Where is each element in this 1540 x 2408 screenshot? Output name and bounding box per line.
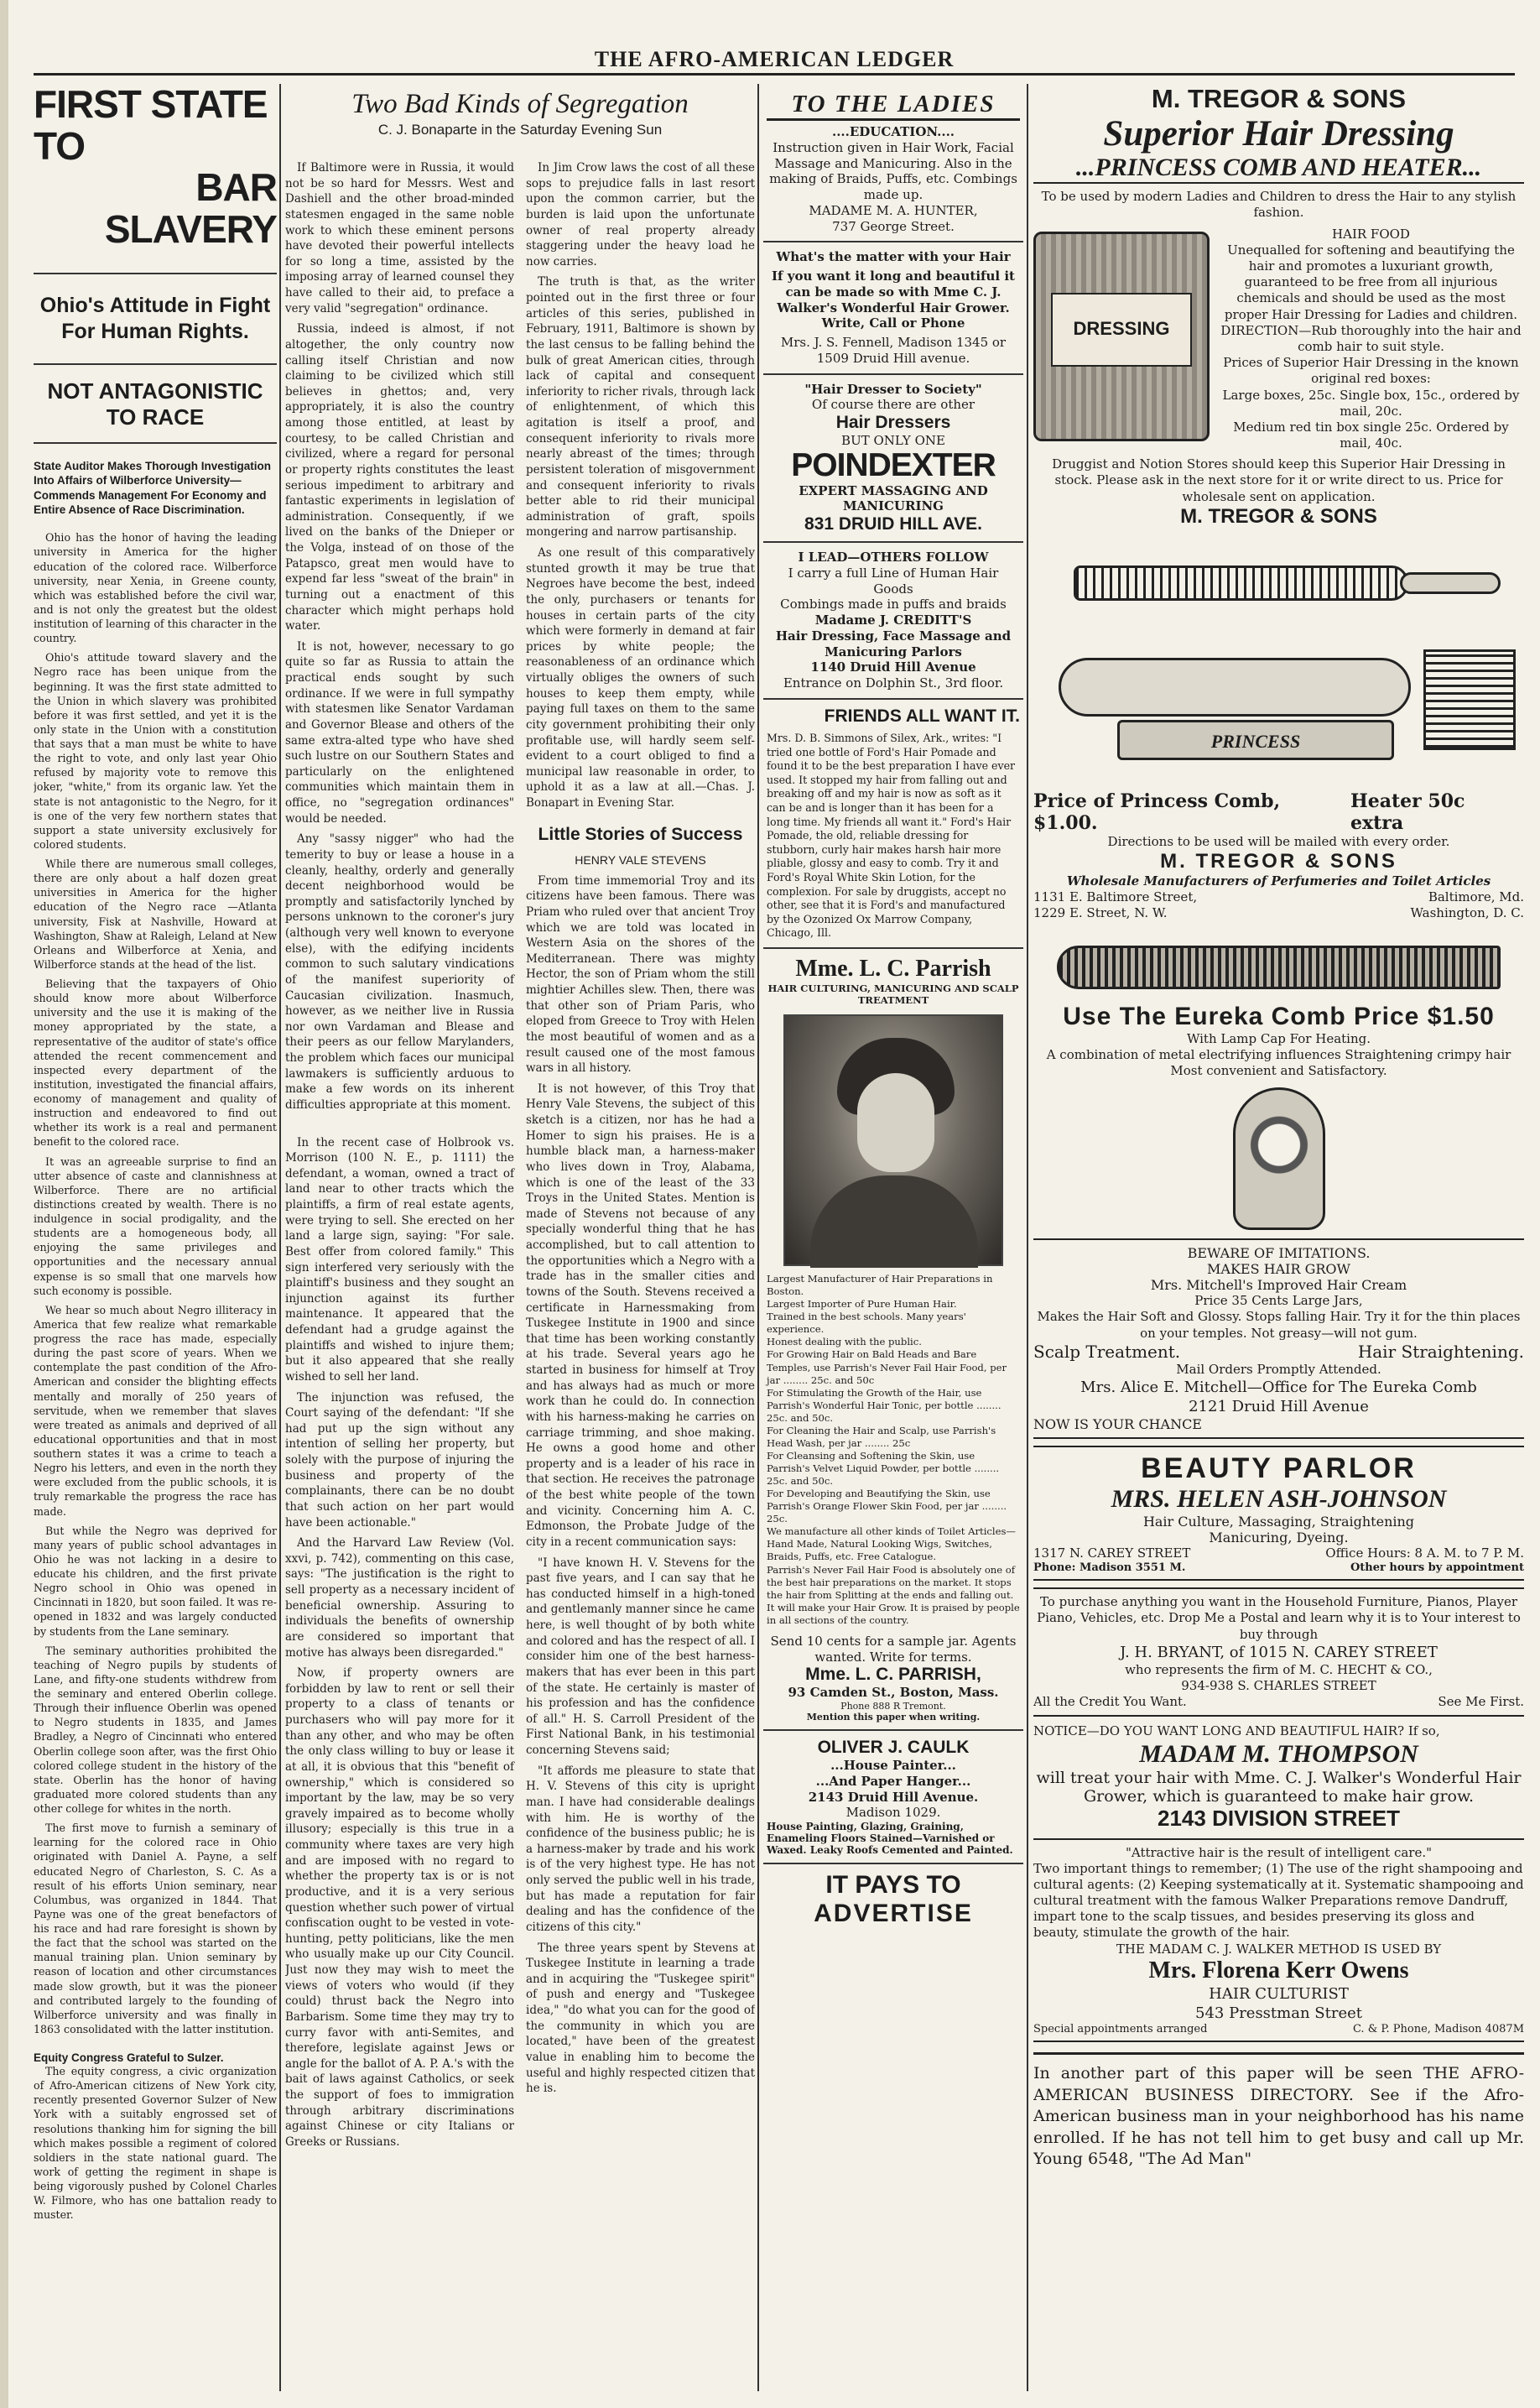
ad-line: MAKES HAIR GROW	[1207, 1261, 1350, 1278]
ad-phone: Phone: Madison 3551 M.	[1033, 1561, 1186, 1575]
ad-name: M. TREGOR & SONS	[1160, 850, 1397, 873]
phone-row	[1033, 1561, 1524, 1574]
price-row	[1033, 790, 1524, 834]
deck-headline: NOT ANTAGONISTIC TO RACE	[34, 363, 277, 444]
ad-address: 934-938 S. CHARLES STREET	[1181, 1677, 1376, 1693]
masthead: THE AFRO-AMERICAN LEDGER	[34, 47, 1515, 76]
ad-line: Manicuring, Dyeing.	[1209, 1529, 1349, 1545]
ad-line: NOW IS YOUR CHANCE	[1033, 1415, 1202, 1432]
comb-price: Price of Princess Comb, $1.00.	[1033, 790, 1281, 834]
headline-line-2: BAR SLAVERY	[104, 165, 277, 252]
article-paragraph: The truth is that, as the writer pointed out in the first three or four articles of this series, published in February, 1911, Baltimore is shown by the last census to be falling behind the bulk of great American cities, through lack of capital and consequent inferiority to richer rivals, through lack of enlightenment, of which this agitation is itself a proof, and consequent inferiority to rivals more nearly abreast of the times; through persistent toleration of misgovernment and consequent inferiority to rivals better able to rid their municipal administration of graft, spoils mongering and narrow partisanship.	[526, 275, 755, 539]
ad-line: Entrance on Dolphin St., 3rd floor.	[783, 675, 1004, 691]
story-title: Little Stories of Success	[538, 824, 743, 844]
ad-phone: Madison 1029.	[845, 1805, 941, 1821]
ad-name: MRS. HELEN ASH-JOHNSON	[1111, 1484, 1447, 1513]
city: Washington, D. C.	[1410, 905, 1524, 921]
ad-title: FRIENDS ALL WANT IT.	[824, 706, 1020, 726]
ad-body: will treat your hair with Mme. C. J. Walker's Wonderful Hair Grower, which is guaranteed to make hair grow.	[1036, 1768, 1522, 1806]
article-paragraph: "I have known H. V. Stevens for the past five years, and I can say that he has conducted himself in a high-toned and gentlemanly manner since he came here, is well thought of by both white and colored and has the respect of all. I consider him one of the best harness-makers that has ever been in this part of the state. He certainly is master of his profession and has the confidence of all." H. S. Carroll President of the First National Bank, in his testimonial concerning Stevens said;	[526, 1556, 755, 1757]
ad-body: Unequalled for softening and beautifying the hair and promotes a luxuriant growth, guaranteed to be free from all injurious chemicals and should be used as the most proper Hair Dressing for Ladies and children.	[1224, 242, 1518, 322]
headline-line-1: FIRST STATE TO	[34, 84, 268, 168]
ad-address: 831 DRUID HILL AVE.	[804, 514, 982, 534]
eureka-comb-image	[1040, 939, 1517, 998]
article-body	[285, 160, 755, 2155]
ad-line: Prices of Superior Hair Dressing in the known original red boxes:	[1223, 355, 1519, 387]
ad-name: Mme. L. C. Parrish	[795, 956, 991, 982]
ad-name: Madame J. CREDITT'S	[814, 612, 972, 628]
product-item: Parrish's Never Fail Hair Food is absolutely one of the best hair preparations on the market. It stops the hair from Splitting at the ends and falling out. It will make your Hair Grow. It is praised by people in all sections of the country.	[767, 1563, 1020, 1626]
article-paragraph: It was an agreeable surprise to find an utter absence of caste and clannishness at Wilberforce. There are no artificial distinctions created by wealth. There is no indulgence in social prodigality, and the students are a homogeneous body, all enjoying the same privileges and opportunities and the necessary annual expense is so small that one marvels how such economy is possible.	[34, 1154, 277, 1297]
ad-line: Hair Culture, Massaging, Straightening	[1142, 1513, 1415, 1530]
ad-line: With Lamp Cap For Heating.	[1186, 1030, 1371, 1046]
ad-line: EXPERT MASSAGING AND MANICURING	[799, 482, 988, 514]
ad-line: Directions to be used will be mailed with every order.	[1107, 833, 1450, 849]
address: 1131 E. Baltimore Street,	[1033, 889, 1198, 905]
ad-title: What's the matter with your Hair	[776, 249, 1011, 265]
ad-line: Send 10 cents for a sample jar. Agents wanted. Write for terms.	[770, 1633, 1017, 1665]
ad-address: 543 Presstman Street	[1195, 2004, 1362, 2022]
comb-teeth	[1074, 566, 1408, 601]
ad-address: 93 Camden St., Boston, Mass.	[788, 1685, 999, 1701]
dressing-tin-image	[1033, 232, 1210, 441]
address: 1229 E. Street, N. W.	[1033, 905, 1168, 921]
article-paragraph: In Jim Crow laws the cost of all these sops to prejudice falls in last resort upon the common carrier, but the burden is laid upon the unfortunate owner of real property already staggering under the heavy load he now carries.	[526, 161, 755, 268]
lamp-cap-image	[1233, 1087, 1325, 1230]
princess-heater-image	[1042, 644, 1516, 787]
ad-thompson	[1033, 1723, 1524, 1831]
ad-line: HAIR CULTURIST	[1209, 1984, 1349, 2003]
article-paragraph: The injunction was refused, the Court saying of the defendant: "If she had put up the sign without any intention of selling her property, but solely with the purpose of injuring the business and property of the complainants, there can be no doubt that such action on her part would have been actionable."	[285, 1390, 514, 1530]
service: Hair Straightening.	[1357, 1341, 1524, 1362]
ad-name: OLIVER J. CAULK	[817, 1738, 970, 1758]
ad-body: To purchase anything you want in the Household Furniture, Pianos, Player Piano, Vehicles, etc. Drop Me a Postal and learn why it is to Your interest to buy through	[1037, 1594, 1521, 1642]
ad-line: I carry a full Line of Human Hair Goods	[788, 565, 999, 597]
ad-price: Large boxes, 25c. Single box, 15c., ordered by mail, 20c.	[1222, 387, 1520, 419]
ad-name: Mme. L. C. PARRISH,	[805, 1665, 981, 1685]
ad-phone: C. & P. Phone, Madison 4087M	[1352, 2022, 1524, 2035]
article-paragraph: Russia, indeed is almost, if not altogether, the only country now calling itself Christian and now claiming to be civilized which still believes in ghettos; and, very appropriately, it is also the country among those entitled, at least by courtesy, to be called Christian and civilized, where a regard for personal or property rights constitutes the least serious impediment to arbitrary and fantastic experiments in legislation of administration. Consequently, if we lived on the banks of the Dnieper or the Volga, instead of on those of the Patapsco, great men would have to expend far less "sweat of the brain" in turning out a enactment of this character which might perhaps hold water.	[285, 322, 514, 633]
ad-line: Other hours by appointment	[1350, 1561, 1524, 1575]
ad-address: 737 George Street.	[832, 218, 955, 234]
column-ohio-article	[34, 84, 277, 2391]
ad-body: Mrs. D. B. Simmons of Silex, Ark., writes: "I tried one bottle of Ford's Hair Pomade and found it to be the best preparation I have ever used. It stopped my hair from falling out and breaking off and my hair is now as soft as it can be and is longer than it has been for a long time. My friends all want it." Ford's Hair Pomade, the old, reliable dressing for stubborn, curly hair makes harsh hair more pliable, glossy and easy to comb. Try it and Ford's Royal White Skin Lotion, for the complexion. For sale by druggists, accept no other, see that it is Ford's and manufactured by the Ozonized Ox Marrow Company, Chicago, Ill.	[767, 731, 1016, 940]
article-paragraph: Now, if property owners are forbidden by law to rent or sell their property to a class of tenants or purchasers who will pay more for it than any other, and who may be often the only class willing to buy or lease it at all, it is obvious that this "benefit of ownership," which is considered so important by the law, may be so very gravely impaired as to become wholly illusory; especially is this true in a community where taxes are very high and are imposed with no regard to whether the property tax is or is not productive, and it is a very serious question whether such power of virtual confiscation ought to be vested in vote-hunting, petty politicians, like the men who usually make up our City Council. Just now they may wish to meet the views of voters who would (if they could) thrust back the Negro into Barbarism. Some time they may try to curry favor with anti-Semites, and therefore, legislate against Jews or angle for the ballot of A. P. A.'s with the bait of laws against Catholics, or seek the support of foes to immigration through arbitrary discriminations against Chinese or city Italians or Greeks or Russians.	[285, 1666, 514, 2149]
address-row	[1033, 889, 1524, 905]
hours-row	[1033, 1545, 1524, 1561]
article-paragraph: In the recent case of Holbrook vs. Morrison (100 N. E., p. 1111) the defendant, a woman, owned a tract of land near to other tracts which the plaintiffs, a firm of real estate agents, were trying to sell. She erected on her land a large sign, saying: "For sale. Best offer from colored family." This sign interfered very seriously with the plaintiff's business and they sought an injunction against its further maintenance. It appeared that the defendant had a grudge against the plaintiffs and wished to injure them; but it also appeared that she really wished to sell her land.	[285, 1135, 514, 1384]
ad-title: TO THE LADIES	[767, 91, 1020, 121]
ad-ford-pomade	[763, 700, 1023, 949]
ad-subtitle: ...PRINCESS COMB AND HEATER...	[1033, 154, 1524, 184]
heater-stand: PRINCESS	[1117, 720, 1394, 760]
ad-line: ADVERTISE	[814, 1900, 973, 1928]
ad-subtitle: ....EDUCATION....	[831, 124, 955, 139]
ad-quote: "Attractive hair is the result of intelligent care."	[1125, 1844, 1433, 1860]
ad-subtitle: HAIR CULTURING, MANICURING AND SCALP TREATMENT	[767, 982, 1019, 1007]
ad-line: ...And Paper Hanger...	[815, 1773, 971, 1789]
article-paragraph: The three years spent by Stevens at Tuskegee Institute in learning a trade and in acquiring the "Tuskegee spirit" of push and energy and "Tuskegee idea," "do what you can for the good of the community in which you are located," have been of the greatest value in enabling him to become the useful and highly respected citizen that he is.	[526, 1941, 755, 2096]
article-paragraph: And the Harvard Law Review (Vol. xxvi, p. 742), commenting on this case, says: "The justification is the right to sell property as a necessary incident of beneficial ownership. Assuring to individuals the benefits of ownership are considered so important that motive has always been disregarded."	[285, 1536, 514, 1660]
ad-phone: Phone 888 R Tremont.	[840, 1701, 946, 1712]
heater-comb	[1423, 649, 1516, 750]
credit-row	[1033, 1694, 1524, 1710]
ad-body: Instruction given in Hair Work, Facial Massage and Manicuring. Also in the making of Braids, Puffs, etc. Combings made up.	[769, 139, 1017, 202]
ad-line: Combings made in puffs and braids	[780, 597, 1007, 612]
ad-fennell	[763, 242, 1023, 374]
story-byline: HENRY VALE STEVENS	[575, 852, 706, 867]
article-byline: C. J. Bonaparte in the Saturday Evening Sun	[377, 122, 663, 138]
ad-ash-johnson	[1033, 1446, 1524, 1581]
article-paragraph: "It affords me pleasure to state that H. V. Stevens of this city is upright man. I have had considerable dealings with him. He is worthy of the confidence of the business public; he is a harness-maker by trade and his work is of the very highest type. He has not only served the public well in his trade, but has made a reputation for fair dealing and has the confidence of the citizens of this city."	[526, 1764, 755, 1934]
ad-line: See Me First.	[1438, 1694, 1524, 1710]
column-segregation-article	[285, 84, 755, 2391]
product-item: Honest dealing with the public.	[767, 1336, 922, 1348]
ad-address: 1317 N. CAREY STREET	[1033, 1545, 1191, 1561]
comb-image	[1040, 540, 1517, 633]
product-item: Trained in the best schools. Many years' experience.	[767, 1311, 966, 1336]
ad-name: M. TREGOR & SONS	[1151, 84, 1407, 113]
ad-caulk	[763, 1731, 1023, 1864]
product-item: For Stimulating the Growth of the Hair, use Parrish's Wonderful Hair Tonic, per bottle ........ 25c. and 50c.	[767, 1386, 1002, 1424]
article-paragraph: From time immemorial Troy and its citizens have been famous. There was Priam who ruled over that ancient Troy which we are told was located in Western Asia on the shores of the Mediterranean. There was mighty Hector, the son of Priam whom the still mightier Achilles slew. Then, there was that other son of Priam Paris, who eloped from Greece to Troy with Helen the most beautiful of women and as a result caused one of the most famous wars in all history.	[526, 873, 755, 1076]
ad-parrish	[763, 949, 1023, 1731]
article-paragraph: It is not, however, necessary to go quite so far as Russia to attain the practical ends sought by such ordinance. If we were in full sympathy with statesmen like Senator Vardaman and Governor Blease and others of the same extra-alted type who have shed such lustre on our Southern States and particularly on the enlightened communities which maintain them in office, no "segregation ordinances" would be needed.	[285, 639, 514, 826]
article-subcolumn-left	[285, 160, 514, 2155]
article-title: Two Bad Kinds of Segregation	[351, 89, 689, 119]
product-list	[767, 1273, 1020, 1627]
ad-body: House Painting, Glazing, Graining, Enameling Floors Stained—Varnished or Waxed. Leaky Roofs Cemented and Painted.	[767, 1821, 1013, 1857]
address-row	[1033, 905, 1524, 921]
ad-hunter	[763, 84, 1023, 242]
service-row	[1033, 1342, 1524, 1362]
ad-line: IT PAYS TO	[825, 1871, 961, 1900]
ad-price: Price 35 Cents Large Jars,	[1194, 1293, 1363, 1309]
ad-name: J. H. BRYANT, of 1015 N. CAREY STREET	[1120, 1643, 1438, 1661]
product-item: For Developing and Beautifying the Skin, use Parrish's Orange Flower Skin Food, per jar ........ 25c.	[767, 1488, 1007, 1525]
heater-price: Heater 50c extra	[1350, 790, 1465, 834]
article-paragraph: The seminary authorities prohibited the teaching of Negro pupils by students of Lane, and fifty-one students withdrew from the seminary and entered Oberlin college. Through their influence Oberlin was opened to Negro students in 1835, and James Bradley, a Negro of Cincinnati who entered Oberlin college soon after, was the first Ohio colored college student in the history of the state. Oberlin has the honor of having graduated more colored students than any other college for whites in the north.	[34, 1644, 277, 1815]
ad-title: Superior Hair Dressing	[1103, 114, 1454, 154]
ad-line: Hair Dressers	[835, 413, 951, 432]
ad-name: Mrs. Mitchell's Improved Hair Cream	[1150, 1277, 1407, 1294]
ad-price: Medium red tin box single 25c. Ordered by mail, 40c.	[1233, 419, 1509, 451]
ad-name: MADAME M. A. HUNTER,	[809, 202, 978, 218]
ad-title: BEWARE OF IMITATIONS.	[1187, 1245, 1371, 1262]
ad-it-pays	[763, 1864, 1023, 1935]
tin-label: DRESSING	[1051, 293, 1192, 367]
product-item: Largest Importer of Pure Human Hair.	[767, 1298, 957, 1311]
column-rule	[757, 84, 759, 2391]
article-paragraph: Any "sassy nigger" who had the temerity to buy or lease a house in a cleanly, healthy, orderly and generally decent neighborhood would be promptly and satisfactorily lynched by persons unknown to the coroner's jury (although very well known to everyone else), with the edifying incidents common to such salutary vindications of the manifest superiority of Caucasian civilization. Inasmuch, however, as we neither live in Russia nor own Vardaman and Blease and their peers as our fellow Marylanders, the problem which faces our municipal lawmakers is sufficiently arduous to make a few words on its inherent difficulties appropriate at this moment.	[285, 832, 514, 1112]
ad-line: Mrs. Alice E. Mitchell—Office for The Eureka Comb	[1080, 1378, 1477, 1396]
product-item: For Cleansing and Softening the Skin, use Parrish's Velvet Liquid Powder, per bottle ........ 25c. and 50c.	[767, 1449, 1000, 1488]
ad-title: Use The Eureka Comb Price $1.50	[1063, 1002, 1495, 1030]
column-rule	[1027, 84, 1028, 2391]
ad-creditt	[763, 543, 1023, 700]
ad-line: Of course there are other	[811, 397, 976, 413]
ad-address: 2143 DIVISION STREET	[1158, 1805, 1400, 1831]
ad-title: I LEAD—OTHERS FOLLOW	[798, 550, 989, 566]
city: Baltimore, Md.	[1428, 889, 1524, 905]
ad-line: Wholesale Manufacturers of Perfumeries and Toilet Articles	[1066, 873, 1491, 889]
ad-poindexter	[763, 375, 1023, 544]
minor-headline: Equity Congress Grateful to Sulzer.	[34, 2051, 224, 2064]
ad-line: Mention this paper when writing.	[806, 1712, 981, 1723]
article-paragraph: As one result of this comparatively stunted growth it may be true that Negroes have become the best, indeed the only, purchasers or tenants for houses in certain parts of the city which were formerly in demand at fair prices by white people; the reasonableness of an ordinance which virtually obliges the owners of such houses to keep them empty, while paying full taxes on them to the same city government prohibiting their only profitable use, will hardly seem self-evident to a court obliged to find a municipal law reasonable in order, to uphold it as a law at all.—Chas. J. Bonapart in Evening Star.	[526, 546, 755, 810]
ad-line: BUT ONLY ONE	[841, 433, 945, 448]
ad-line: who represents the firm of M. C. HECHT & CO.,	[1125, 1661, 1433, 1677]
ad-address: 2121 Druid Hill Avenue	[1189, 1397, 1369, 1415]
product-item: For Cleaning the Hair and Scalp, use Parrish's Head Wash, per jar ........ 25c	[767, 1424, 996, 1449]
article-paragraph: If Baltimore were in Russia, it would not be so hard for Messrs. West and Dashiell and the other broad-minded statesmen engaged in the same noble work to which these eminent persons have devoted their powerful intellects for so long a time, assisted by the imposing array of learned counsel they have called to their aid, to preface a very valid "segregation" ordinance.	[285, 161, 514, 315]
appt-row	[1033, 2023, 1524, 2035]
ad-name: POINDEXTER	[791, 446, 996, 483]
heater-tube	[1059, 658, 1411, 717]
article-paragraph: It is not however, of this Troy that Henry Vale Stevens, the subject of this sketch is a citizen, nor has he had a Homer to sign his praises. He is a humble black man, a harness-maker who lives down in Troy, Alabama, which is one of the least of the 33 Troys in the United States. Mention is made of Stevens not because of any specially wonderful thing that he has accomplished, but to call attention to the opportunities which a Negro with a trade has in the smaller cities and towns of the South. Stevens received a certificate in Harnessmaking from Tuskegee Institute in 1900 and since that time has been working constantly at his trade. Several years ago he started in business for himself at Troy and has always had as much or more work than he could do. In connection with his harness-making he carries on carriage trimming, and shoe making. He owns a good home and other property and is a leader of his race in that section. He receives the patronage of the best white people of the town and vicinity. Concerning him A. C. Edmonson, the Probate Judge of the city in a recent communication says:	[526, 1082, 755, 1549]
hair-food-block	[1033, 227, 1524, 452]
product-item: We manufacture all other kinds of Toilet Articles—Hand Made, Natural Looking Wigs, Switches, Braids, Puffs, etc. Free Catalogue.	[767, 1525, 1017, 1563]
column-ads-right	[1033, 84, 1524, 2391]
service: Scalp Treatment.	[1033, 1341, 1181, 1362]
article-paragraph: Ohio has the honor of having the leading university in America for the higher education of the colored race. Wilberforce university, near Xenia, in Greene county, which was established before the civil war, and is not only the greatest but the oldest institution of learning of this character in the country.	[34, 531, 277, 645]
portrait-shoulders	[810, 1175, 978, 1268]
ad-owens	[1033, 1838, 1524, 2042]
comb-teeth	[1057, 946, 1501, 989]
article-paragraph: Believing that the taxpayers of Ohio should know more about Wilberforce university and the use it is making of the money appropriated by the state, a representative of the auditor of state's office attended the recent commencement and inspected every department of the institution, investigated the financial affairs, economy of management and quality of instruction and endeavored to find out whether its work is a real and permanent benefit to the colored race.	[34, 977, 277, 1149]
headline	[34, 84, 277, 251]
comb-handle	[1400, 572, 1501, 594]
article-subcolumn-right	[526, 160, 755, 2155]
ad-line: Hair Dressing, Face Massage and Manicuring Parlors	[775, 628, 1012, 659]
ad-line: Mail Orders Promptly Attended.	[1176, 1361, 1381, 1377]
column-rule	[279, 84, 281, 2391]
directory-notice: In another part of this paper will be seen THE AFRO-AMERICAN BUSINESS DIRECTORY. See if the Afro-American business man in your neighborhood has his name enrolled. If he has not tell him to get busy and call up Mr. Young 6548, "The Ad Man"	[1033, 2052, 1524, 2171]
ad-tagline: "Hair Dresser to Society"	[804, 381, 982, 397]
ad-name: Mrs. Florena Kerr Owens	[1148, 1957, 1409, 1983]
article-paragraph: But while the Negro was deprived for many years of public school advantages in Ohio he was not lacking in a desire to educate his children, and the first private Negro school in Ohio was opened in Cincinnati in 1820, but soon failed. It was re-opened in 1832 and was largely conducted by students from the Lane seminary.	[34, 1524, 277, 1638]
ad-heading: HAIR FOOD	[1332, 226, 1410, 242]
article-paragraph: We hear so much about Negro illiteracy in America that few realize what remarkable progress the race has made, especially during the past score of years. When we contemplate the past condition of the Afro-American and consider the blighting effects mentally and morally of 250 years of servitude, when we remember that slaves were treated as animals and deprived of all educational opportunities and that in most southern states it was a crime to teach a Negro his letters, and even in the north they were excluded from the public schools, it is truly remarkable the progress the race has made.	[34, 1303, 277, 1518]
ad-line: Special appointments arranged	[1033, 2022, 1208, 2035]
ad-body: Two important things to remember; (1) The use of the right shampooing and cultural agents: (2) Keeping systematically at it. Systematic shampooing and cultural treatment with the famous Walker Preparations remove Dandruff, impart tone to the scalp tissues, and besides preserving its gloss and beauty, stimulate the growth of the hair.	[1033, 1860, 1524, 1941]
ad-mitchell	[1033, 1238, 1524, 1439]
article-paragraph: Ohio's attitude toward slavery and the Negro race has been unique from the beginning. It was the first state admitted to the Union in which slavery was prohibited before it was first settled, and yet it is the only state in the Union with a constitution that says that a man must be white to have the right to vote, and only last year Ohio refused by majority vote to remove this joker, "white," from its organic law. Yet the state is not antagonistic to the Negro, for it is one of the very few northern states that support a state university exclusively for colored students.	[34, 651, 277, 851]
ad-contact: Mrs. J. S. Fennell, Madison 1345 or 1509 Druid Hill avenue.	[780, 335, 1007, 366]
ad-address: 2143 Druid Hill Avenue.	[808, 1789, 979, 1805]
ad-address: 1140 Druid Hill Avenue	[810, 659, 976, 675]
portrait-face	[857, 1073, 934, 1172]
ad-line: All the Credit You Want.	[1033, 1694, 1187, 1710]
article-paragraph: The first move to furnish a seminary of learning for the colored race in Ohio originated with Daniel A. Payne, a self educated Negro of Charleston, S. C. As a result of his efforts Union seminary, near Columbus, was organized in 1844. That Payne was one of the great benefactors of his race and had rare foresight is shown by the fact that the school was started on the manual training plan. Union seminary by reason of location and other circumstances made slow growth, but it was the pioneer and contributed largely to the founding of Wilberforce university and was finally in 1863 consolidated with the latter institution.	[34, 1822, 277, 2035]
ad-line: NOTICE—DO YOU WANT LONG AND BEAUTIFUL HAIR? If so,	[1033, 1723, 1440, 1739]
ad-line: A combination of metal electrifying influences Straightening crimpy hair Most convenient and Satisfactory.	[1046, 1046, 1511, 1078]
ad-line: THE MADAM C. J. WALKER METHOD IS USED BY	[1116, 1941, 1442, 1957]
ad-title: BEAUTY PARLOR	[1141, 1452, 1417, 1484]
ad-name: M. TREGOR & SONS	[1180, 504, 1377, 528]
deck-summary: State Auditor Makes Thorough Investigation Into Affairs of Wilberforce University—Commends Management For Economy and Entire Absence of Race Discrimination.	[34, 460, 272, 516]
article-paragraph: While there are numerous small colleges, there are only about a half dozen great universities in America for the higher education of the Negro race —Atlanta university, Fisk at Nashville, Howard at Washington, Shaw at Raleigh, Leland at New Orleans and Wilberforce at Xenia, and Wilberforce stands at the head of the list.	[34, 857, 277, 971]
product-item: Largest Manufacturer of Hair Preparations in Boston.	[767, 1273, 993, 1298]
article-paragraph: The equity congress, a civic organization of Afro-American citizens of New York city, recently presented Governor Sulzer of New York with a suitably engrossed set of resolutions thanking him for signing the bill which makes possible a regiment of colored soldiers in the state national guard. The work of getting the regiment in shape is being vigorously pushed by Colonel Charles W. Filmore, who has one battalion ready to muster.	[34, 2065, 277, 2222]
portrait-photo	[783, 1014, 1003, 1266]
product-item: For Growing Hair on Bald Heads and Bare Temples, use Parrish's Never Fail Hair Food, per jar ........ 25c. and 50c	[767, 1348, 1007, 1386]
ad-line: DIRECTION—Rub thoroughly into the hair and comb hair to suit style.	[1220, 322, 1522, 354]
ad-hours: Office Hours: 8 A. M. to 7 P. M.	[1325, 1545, 1524, 1561]
ad-name: MADAM M. THOMPSON	[1139, 1739, 1418, 1768]
column-ads-left	[763, 84, 1023, 2391]
ad-bryant	[1033, 1587, 1524, 1717]
ad-body: If you want it long and beautiful it can be made so with Mme C. J. Walker's Wonderful Hair Grower. Write, Call or Phone	[772, 268, 1015, 331]
ad-line: Druggist and Notion Stores should keep this Superior Hair Dressing in stock. Please ask in the next store for it or write direct to us. Price for wholesale sent on application.	[1052, 456, 1506, 504]
ad-line: To be used by modern Ladies and Children to dress the Hair to any stylish fashion.	[1041, 189, 1517, 221]
ad-body: Makes the Hair Soft and Glossy. Stops falling Hair. Try it for the thin places on your temples. Not greasy—will not gum.	[1037, 1309, 1521, 1341]
subheadline: Ohio's Attitude in Fight For Human Rights.	[34, 273, 277, 346]
ad-line: ...House Painter...	[830, 1758, 956, 1774]
